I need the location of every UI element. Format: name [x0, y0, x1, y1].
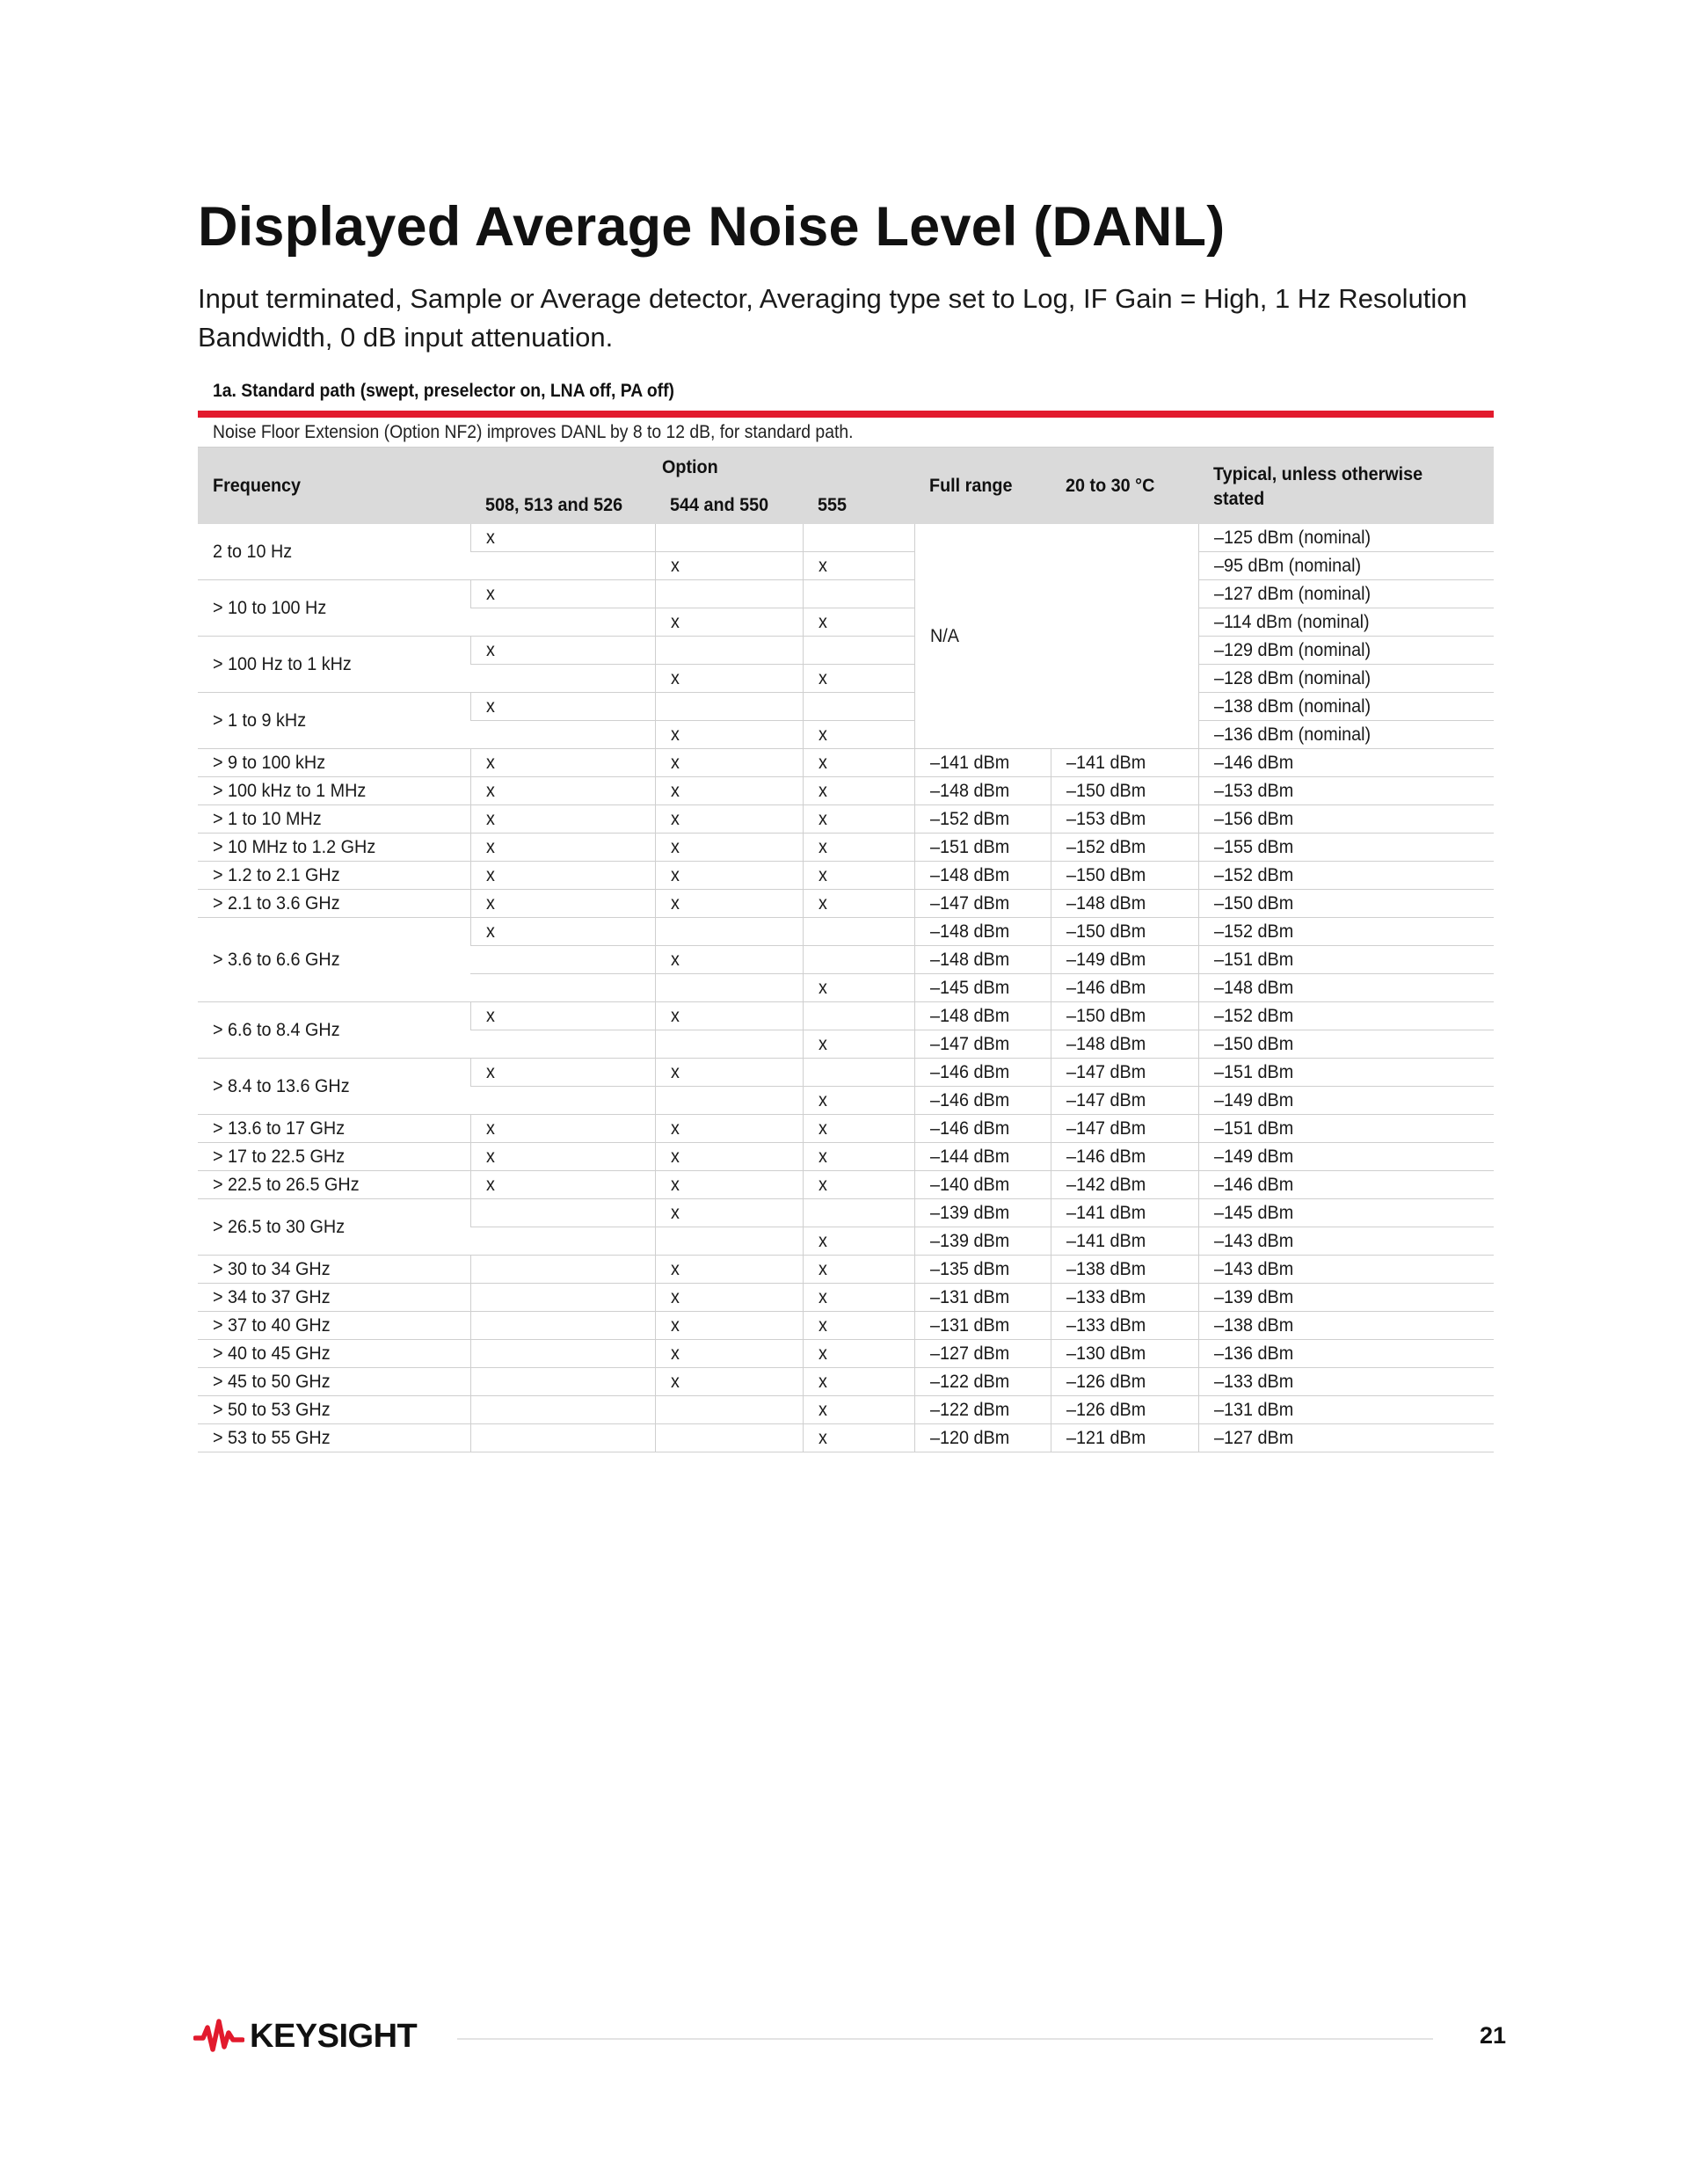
- page-number: 21: [1480, 2022, 1507, 2049]
- option-3-mark: [803, 1059, 914, 1087]
- full-range-value: –139 dBm: [914, 1227, 1051, 1256]
- option-1-mark: [470, 1312, 655, 1340]
- option-1-mark: [470, 665, 655, 693]
- option-1-mark: [470, 1284, 655, 1312]
- option-2-mark: [655, 580, 803, 608]
- typical-value: –152 dBm: [1198, 918, 1494, 946]
- option-3-mark: x: [803, 1256, 914, 1284]
- table-row: [198, 637, 1494, 665]
- frequency-cell: > 8.4 to 13.6 GHz: [198, 1059, 470, 1115]
- table-row: [198, 524, 1494, 552]
- full-range-value: –141 dBm: [914, 749, 1051, 777]
- frequency-cell: > 2.1 to 3.6 GHz: [198, 890, 470, 918]
- full-range-value: –135 dBm: [914, 1256, 1051, 1284]
- typical-value: –150 dBm: [1198, 890, 1494, 918]
- option-1-mark: [470, 1424, 655, 1452]
- table-row: [198, 1340, 1494, 1368]
- option-2-mark: [655, 1424, 803, 1452]
- option-3-mark: [803, 524, 914, 552]
- option-2-mark: [655, 1087, 803, 1115]
- full-range-value: –140 dBm: [914, 1171, 1051, 1199]
- table-note: Noise Floor Extension (Option NF2) improves DANL by 8 to 12 dB, for standard path.: [213, 421, 854, 442]
- typical-value: –114 dBm (nominal): [1198, 608, 1494, 637]
- typical-value: –128 dBm (nominal): [1198, 665, 1494, 693]
- table-row: [198, 777, 1494, 805]
- table-row: [198, 834, 1494, 862]
- option-1-mark: x: [470, 1002, 655, 1030]
- option-1-mark: [470, 974, 655, 1002]
- option-2-mark: x: [655, 1199, 803, 1227]
- temp-range-value: –126 dBm: [1051, 1368, 1198, 1396]
- typical-value: –150 dBm: [1198, 1030, 1494, 1059]
- keysight-wave-icon: [193, 2017, 244, 2056]
- temp-range-value: –126 dBm: [1051, 1396, 1198, 1424]
- option-2-mark: x: [655, 777, 803, 805]
- typical-value: –138 dBm (nominal): [1198, 693, 1494, 721]
- option-3-mark: x: [803, 1284, 914, 1312]
- option-3-mark: x: [803, 665, 914, 693]
- option-3-mark: [803, 1002, 914, 1030]
- frequency-cell: > 37 to 40 GHz: [198, 1312, 470, 1340]
- table-body: [198, 524, 1494, 1452]
- table-row: [198, 580, 1494, 608]
- frequency-cell: > 10 MHz to 1.2 GHz: [198, 834, 470, 862]
- full-range-value: –148 dBm: [914, 946, 1051, 974]
- temp-range-value: –150 dBm: [1051, 1002, 1198, 1030]
- page-subtitle: Input terminated, Sample or Average detector, Averaging type set to Log, IF Gain = High, 1 Hz Resolution Bandwidth, 0 dB input attenuation.: [198, 283, 1467, 353]
- option-3-mark: x: [803, 890, 914, 918]
- frequency-cell: > 26.5 to 30 GHz: [198, 1199, 470, 1256]
- table-row: [198, 862, 1494, 890]
- keysight-logo: [193, 2017, 417, 2056]
- full-range-value: –146 dBm: [914, 1115, 1051, 1143]
- full-range-value: –144 dBm: [914, 1143, 1051, 1171]
- typical-value: –146 dBm: [1198, 1171, 1494, 1199]
- option-2-mark: x: [655, 1143, 803, 1171]
- option-2-mark: x: [655, 721, 803, 749]
- option-3-mark: [803, 580, 914, 608]
- temp-range-value: –146 dBm: [1051, 974, 1198, 1002]
- temp-range-value: –146 dBm: [1051, 1143, 1198, 1171]
- full-range-value: –131 dBm: [914, 1284, 1051, 1312]
- table-row: [198, 749, 1494, 777]
- table-caption: 1a. Standard path (swept, preselector on, LNA off, PA off): [213, 380, 675, 401]
- typical-value: –133 dBm: [1198, 1368, 1494, 1396]
- caption-rule: [198, 411, 1494, 418]
- option-2-mark: x: [655, 1059, 803, 1087]
- table-row: [198, 1002, 1494, 1030]
- option-1-mark: x: [470, 1171, 655, 1199]
- option-1-mark: x: [470, 918, 655, 946]
- frequency-cell: > 6.6 to 8.4 GHz: [198, 1002, 470, 1059]
- frequency-cell: > 3.6 to 6.6 GHz: [198, 918, 470, 1002]
- option-3-mark: x: [803, 1030, 914, 1059]
- typical-value: –95 dBm (nominal): [1198, 552, 1494, 580]
- option-2-mark: [655, 693, 803, 721]
- frequency-cell: > 100 kHz to 1 MHz: [198, 777, 470, 805]
- temp-range-value: –152 dBm: [1051, 834, 1198, 862]
- full-range-value: –147 dBm: [914, 890, 1051, 918]
- option-3-mark: x: [803, 1312, 914, 1340]
- table-row: [198, 1059, 1494, 1087]
- option-2-mark: x: [655, 890, 803, 918]
- typical-value: –152 dBm: [1198, 862, 1494, 890]
- temp-range-value: –147 dBm: [1051, 1059, 1198, 1087]
- full-range-value: –131 dBm: [914, 1312, 1051, 1340]
- header-option-group: Option: [470, 448, 914, 486]
- option-3-mark: x: [803, 805, 914, 834]
- option-1-mark: [470, 1368, 655, 1396]
- temp-range-value: –141 dBm: [1051, 1227, 1198, 1256]
- typical-value: –143 dBm: [1198, 1256, 1494, 1284]
- temp-range-value: –150 dBm: [1051, 777, 1198, 805]
- option-2-mark: x: [655, 1171, 803, 1199]
- typical-value: –151 dBm: [1198, 1059, 1494, 1087]
- full-range-value: –122 dBm: [914, 1368, 1051, 1396]
- option-2-mark: x: [655, 1312, 803, 1340]
- frequency-cell: > 34 to 37 GHz: [198, 1284, 470, 1312]
- table-row: [198, 1143, 1494, 1171]
- option-2-mark: x: [655, 834, 803, 862]
- frequency-cell: > 30 to 34 GHz: [198, 1256, 470, 1284]
- option-2-mark: [655, 1227, 803, 1256]
- table-row: [198, 805, 1494, 834]
- temp-range-value: –121 dBm: [1051, 1424, 1198, 1452]
- header-option-2: 544 and 550: [655, 486, 803, 524]
- frequency-cell: > 53 to 55 GHz: [198, 1424, 470, 1452]
- option-3-mark: x: [803, 749, 914, 777]
- option-1-mark: [470, 552, 655, 580]
- option-3-mark: x: [803, 1396, 914, 1424]
- typical-value: –146 dBm: [1198, 749, 1494, 777]
- option-1-mark: x: [470, 580, 655, 608]
- frequency-cell: > 10 to 100 Hz: [198, 580, 470, 637]
- temp-range-value: –147 dBm: [1051, 1115, 1198, 1143]
- not-applicable-cell: N/A: [914, 524, 1198, 749]
- option-2-mark: [655, 918, 803, 946]
- frequency-cell: > 1 to 10 MHz: [198, 805, 470, 834]
- option-2-mark: x: [655, 1340, 803, 1368]
- frequency-cell: > 40 to 45 GHz: [198, 1340, 470, 1368]
- option-2-mark: x: [655, 749, 803, 777]
- option-2-mark: x: [655, 1256, 803, 1284]
- typical-value: –136 dBm: [1198, 1340, 1494, 1368]
- option-2-mark: x: [655, 1002, 803, 1030]
- full-range-value: –148 dBm: [914, 862, 1051, 890]
- full-range-value: –146 dBm: [914, 1059, 1051, 1087]
- header-typical: Typical, unless otherwise stated: [1198, 448, 1494, 524]
- option-1-mark: [470, 1396, 655, 1424]
- table-row: [198, 918, 1494, 946]
- option-2-mark: [655, 974, 803, 1002]
- typical-value: –131 dBm: [1198, 1396, 1494, 1424]
- option-2-mark: x: [655, 862, 803, 890]
- full-range-value: –148 dBm: [914, 1002, 1051, 1030]
- option-2-mark: x: [655, 946, 803, 974]
- option-1-mark: [470, 1227, 655, 1256]
- option-1-mark: x: [470, 1143, 655, 1171]
- option-3-mark: x: [803, 721, 914, 749]
- option-1-mark: [470, 1199, 655, 1227]
- frequency-cell: > 50 to 53 GHz: [198, 1396, 470, 1424]
- option-1-mark: x: [470, 1059, 655, 1087]
- typical-value: –151 dBm: [1198, 946, 1494, 974]
- option-3-mark: x: [803, 1368, 914, 1396]
- temp-range-value: –153 dBm: [1051, 805, 1198, 834]
- option-3-mark: [803, 693, 914, 721]
- typical-value: –139 dBm: [1198, 1284, 1494, 1312]
- temp-range-value: –148 dBm: [1051, 1030, 1198, 1059]
- full-range-value: –147 dBm: [914, 1030, 1051, 1059]
- typical-value: –155 dBm: [1198, 834, 1494, 862]
- option-3-mark: [803, 946, 914, 974]
- option-3-mark: x: [803, 1115, 914, 1143]
- option-1-mark: [470, 721, 655, 749]
- full-range-value: –127 dBm: [914, 1340, 1051, 1368]
- option-2-mark: x: [655, 552, 803, 580]
- option-1-mark: x: [470, 637, 655, 665]
- option-1-mark: x: [470, 777, 655, 805]
- option-1-mark: [470, 1030, 655, 1059]
- option-1-mark: x: [470, 890, 655, 918]
- temp-range-value: –150 dBm: [1051, 862, 1198, 890]
- header-frequency: Frequency: [198, 448, 470, 524]
- table-row: [198, 1396, 1494, 1424]
- frequency-cell: > 22.5 to 26.5 GHz: [198, 1171, 470, 1199]
- page-title: Displayed Average Noise Level (DANL): [198, 196, 1226, 258]
- table-row: [198, 1199, 1494, 1227]
- table-row: [198, 1115, 1494, 1143]
- option-3-mark: x: [803, 1143, 914, 1171]
- typical-value: –143 dBm: [1198, 1227, 1494, 1256]
- option-3-mark: x: [803, 1171, 914, 1199]
- option-1-mark: [470, 1340, 655, 1368]
- typical-value: –152 dBm: [1198, 1002, 1494, 1030]
- typical-value: –127 dBm: [1198, 1424, 1494, 1452]
- full-range-value: –122 dBm: [914, 1396, 1051, 1424]
- typical-value: –127 dBm (nominal): [1198, 580, 1494, 608]
- option-3-mark: x: [803, 862, 914, 890]
- option-1-mark: x: [470, 834, 655, 862]
- danl-table: [198, 448, 1494, 1452]
- option-1-mark: x: [470, 524, 655, 552]
- frequency-cell: > 1.2 to 2.1 GHz: [198, 862, 470, 890]
- full-range-value: –139 dBm: [914, 1199, 1051, 1227]
- table-row: [198, 1312, 1494, 1340]
- temp-range-value: –141 dBm: [1051, 1199, 1198, 1227]
- option-1-mark: [470, 1256, 655, 1284]
- option-2-mark: x: [655, 608, 803, 637]
- option-2-mark: [655, 1396, 803, 1424]
- header-full-range: Full range: [914, 448, 1051, 524]
- temp-range-value: –142 dBm: [1051, 1171, 1198, 1199]
- option-2-mark: [655, 637, 803, 665]
- option-3-mark: x: [803, 608, 914, 637]
- typical-value: –153 dBm: [1198, 777, 1494, 805]
- table-row: [198, 1368, 1494, 1396]
- option-3-mark: x: [803, 974, 914, 1002]
- option-3-mark: x: [803, 777, 914, 805]
- temp-range-value: –133 dBm: [1051, 1312, 1198, 1340]
- option-2-mark: [655, 524, 803, 552]
- table-row: [198, 693, 1494, 721]
- option-1-mark: x: [470, 805, 655, 834]
- full-range-value: –146 dBm: [914, 1087, 1051, 1115]
- option-2-mark: x: [655, 805, 803, 834]
- option-2-mark: x: [655, 1368, 803, 1396]
- typical-value: –149 dBm: [1198, 1087, 1494, 1115]
- table-row: [198, 1424, 1494, 1452]
- header-option-3: 555: [803, 486, 914, 524]
- frequency-cell: 2 to 10 Hz: [198, 524, 470, 580]
- full-range-value: –120 dBm: [914, 1424, 1051, 1452]
- typical-value: –151 dBm: [1198, 1115, 1494, 1143]
- option-3-mark: x: [803, 1424, 914, 1452]
- temp-range-value: –130 dBm: [1051, 1340, 1198, 1368]
- table-row: [198, 890, 1494, 918]
- table-row: [198, 1284, 1494, 1312]
- option-3-mark: x: [803, 552, 914, 580]
- keysight-wordmark: KEYSIGHT: [250, 2017, 418, 2055]
- frequency-cell: > 45 to 50 GHz: [198, 1368, 470, 1396]
- option-1-mark: x: [470, 862, 655, 890]
- option-1-mark: x: [470, 1115, 655, 1143]
- option-2-mark: x: [655, 665, 803, 693]
- full-range-value: –145 dBm: [914, 974, 1051, 1002]
- option-3-mark: [803, 918, 914, 946]
- option-2-mark: [655, 1030, 803, 1059]
- option-1-mark: [470, 946, 655, 974]
- temp-range-value: –150 dBm: [1051, 918, 1198, 946]
- full-range-value: –151 dBm: [914, 834, 1051, 862]
- option-3-mark: x: [803, 1340, 914, 1368]
- table-row: [198, 1171, 1494, 1199]
- typical-value: –148 dBm: [1198, 974, 1494, 1002]
- option-3-mark: x: [803, 834, 914, 862]
- temp-range-value: –148 dBm: [1051, 890, 1198, 918]
- frequency-cell: > 17 to 22.5 GHz: [198, 1143, 470, 1171]
- option-1-mark: x: [470, 693, 655, 721]
- table-row: [198, 1256, 1494, 1284]
- typical-value: –156 dBm: [1198, 805, 1494, 834]
- temp-range-value: –133 dBm: [1051, 1284, 1198, 1312]
- full-range-value: –148 dBm: [914, 918, 1051, 946]
- frequency-cell: > 100 Hz to 1 kHz: [198, 637, 470, 693]
- option-1-mark: [470, 608, 655, 637]
- full-range-value: –148 dBm: [914, 777, 1051, 805]
- temp-range-value: –149 dBm: [1051, 946, 1198, 974]
- temp-range-value: –147 dBm: [1051, 1087, 1198, 1115]
- typical-value: –138 dBm: [1198, 1312, 1494, 1340]
- typical-value: –136 dBm (nominal): [1198, 721, 1494, 749]
- full-range-value: –152 dBm: [914, 805, 1051, 834]
- option-3-mark: x: [803, 1087, 914, 1115]
- header-temp-range: 20 to 30 °C: [1051, 448, 1198, 524]
- frequency-cell: > 13.6 to 17 GHz: [198, 1115, 470, 1143]
- option-3-mark: x: [803, 1227, 914, 1256]
- typical-value: –149 dBm: [1198, 1143, 1494, 1171]
- option-3-mark: [803, 637, 914, 665]
- option-1-mark: x: [470, 749, 655, 777]
- option-1-mark: [470, 1087, 655, 1115]
- temp-range-value: –141 dBm: [1051, 749, 1198, 777]
- frequency-cell: > 1 to 9 kHz: [198, 693, 470, 749]
- option-3-mark: [803, 1199, 914, 1227]
- typical-value: –145 dBm: [1198, 1199, 1494, 1227]
- option-2-mark: x: [655, 1115, 803, 1143]
- footer-rule: [457, 2038, 1433, 2040]
- header-option-1: 508, 513 and 526: [470, 486, 655, 524]
- temp-range-value: –138 dBm: [1051, 1256, 1198, 1284]
- frequency-cell: > 9 to 100 kHz: [198, 749, 470, 777]
- option-2-mark: x: [655, 1284, 803, 1312]
- typical-value: –125 dBm (nominal): [1198, 524, 1494, 552]
- typical-value: –129 dBm (nominal): [1198, 637, 1494, 665]
